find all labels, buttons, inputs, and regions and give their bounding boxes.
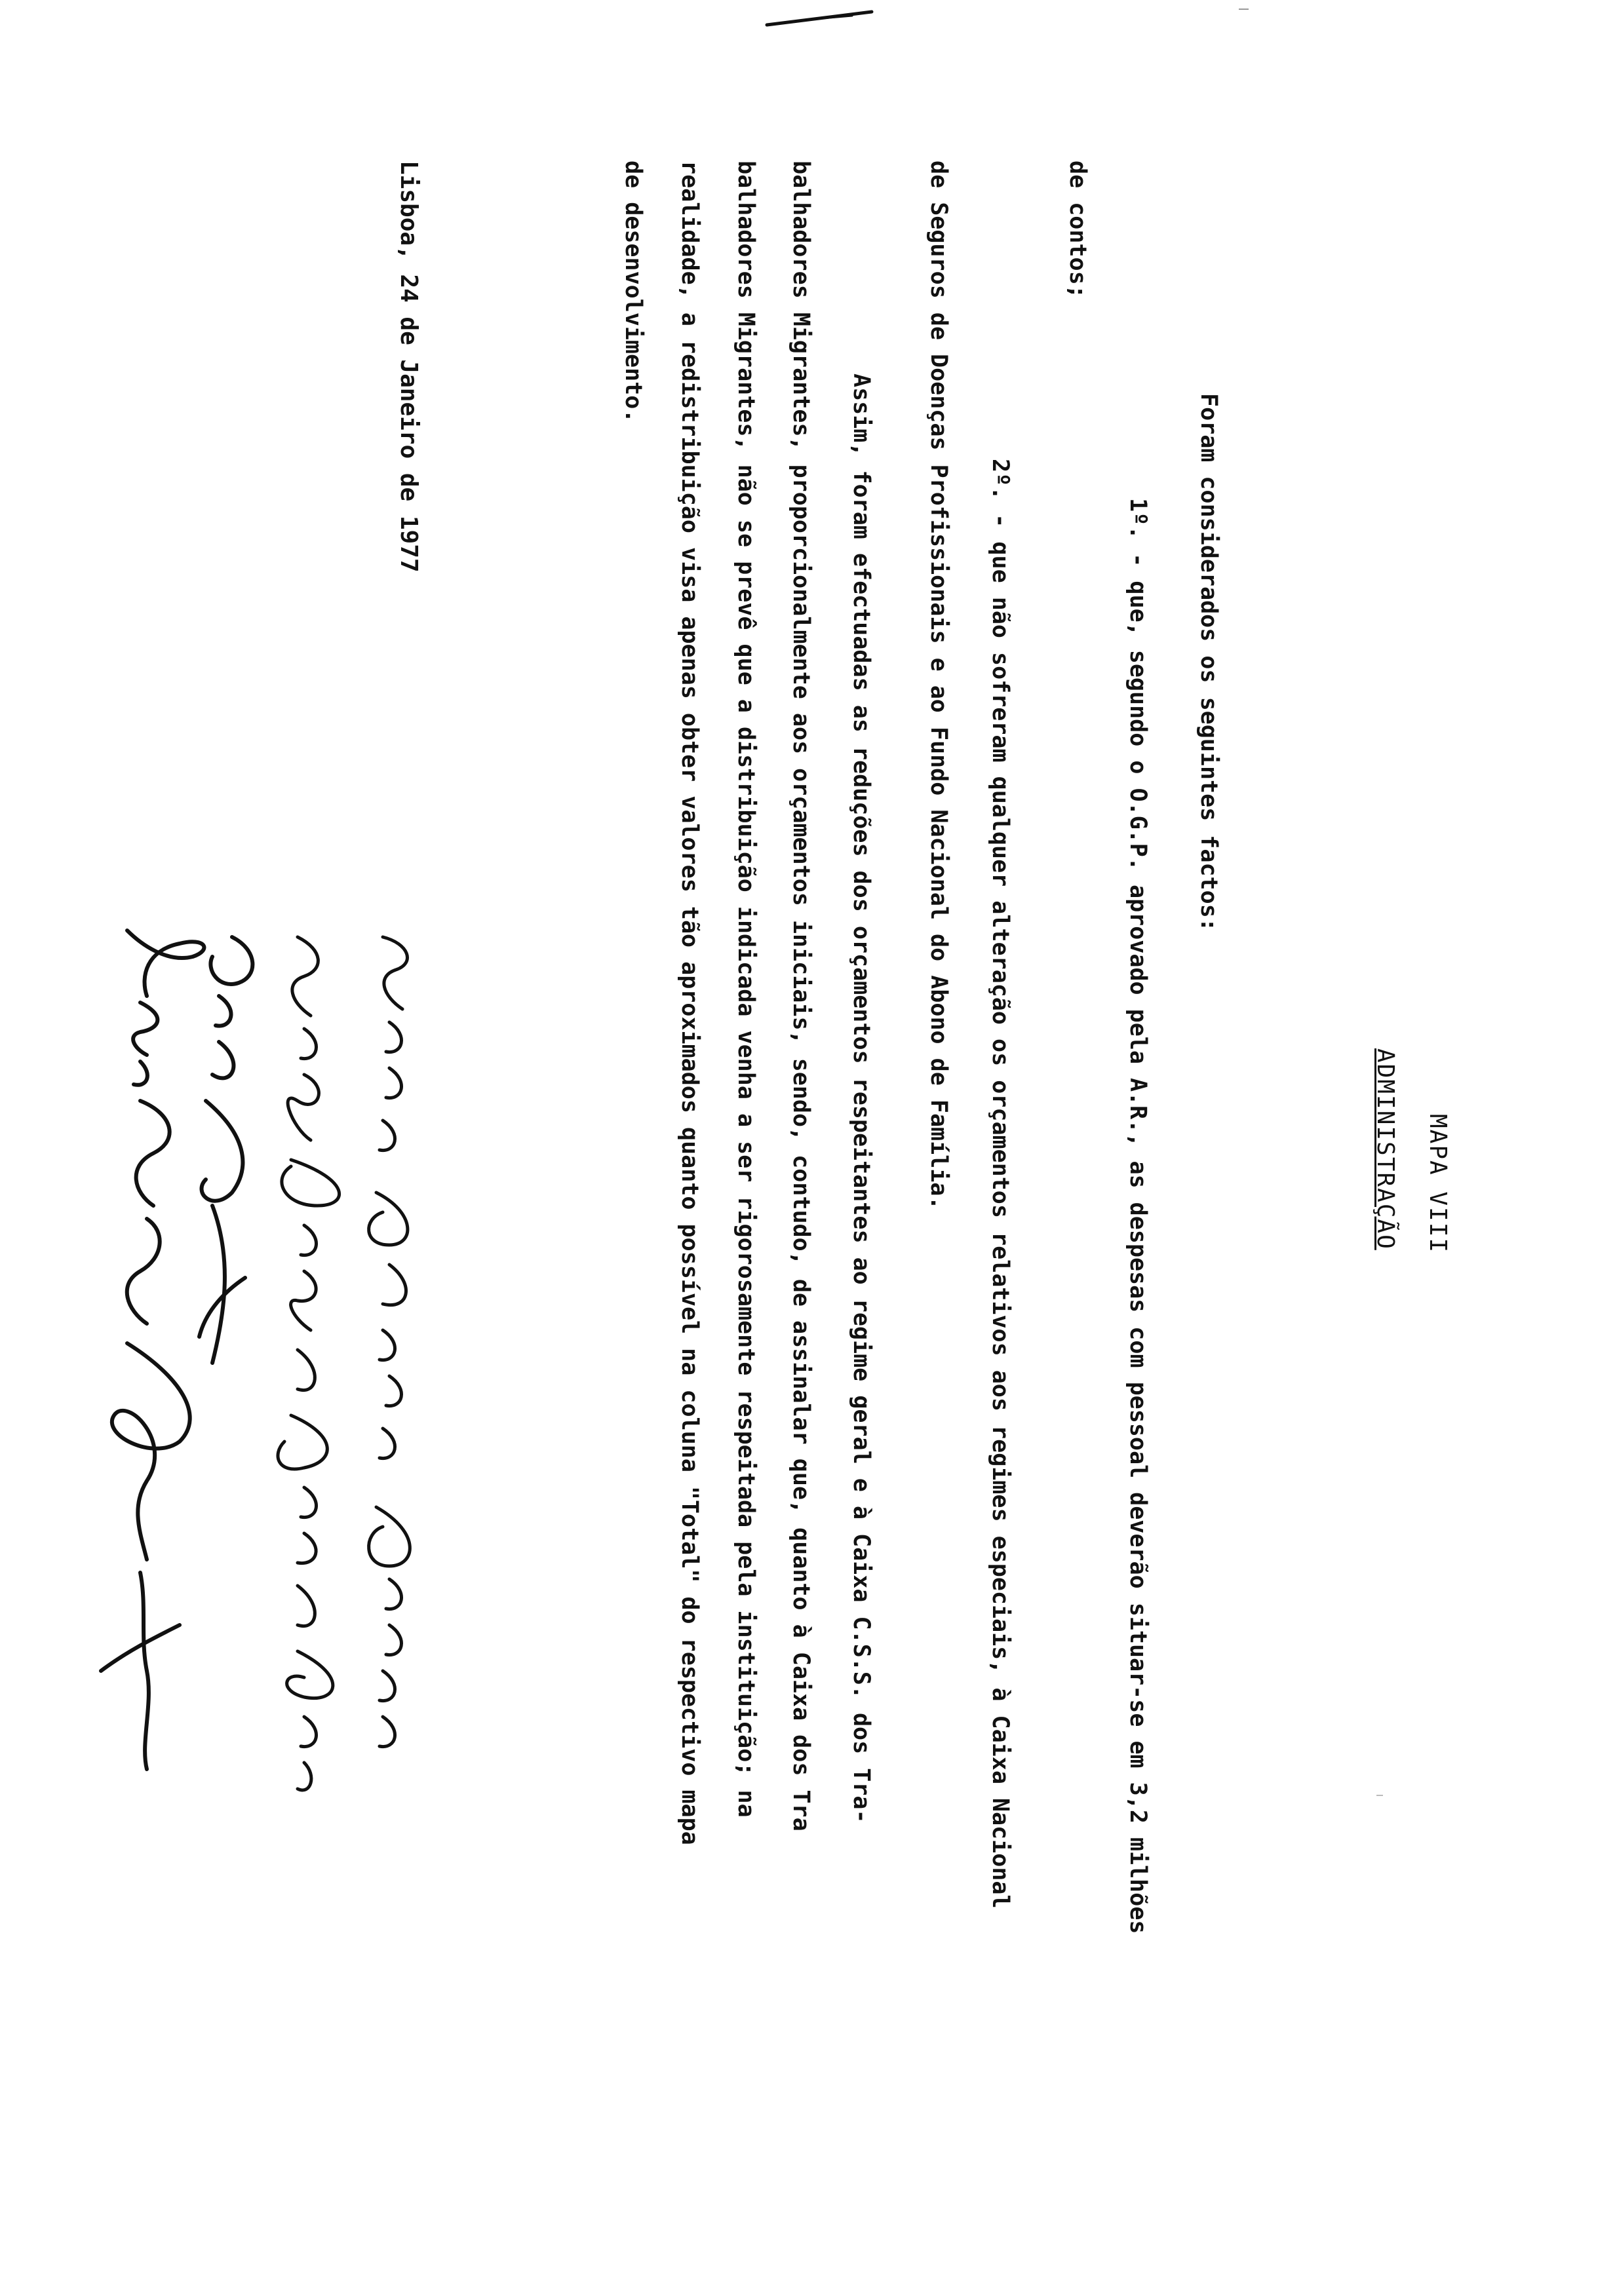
body-line: Foram considerados os seguintes factos: <box>1196 393 1222 932</box>
body-line: de desenvolvimento. <box>620 161 646 423</box>
body-line: Assim, foram efectuadas as reduções dos orçamentos respeitantes ao regime geral e à Caixa C.S.S. dos Tra- <box>848 373 874 1824</box>
place-date: Lisboa, 24 de Janeiro de 1977 <box>395 161 422 573</box>
section-title: ADMINISTRAÇÃO <box>1372 1048 1399 1250</box>
body-line: realidade, a redistribuição visa apenas obter valores tão aproximados quanto possível na coluna "Total" do respectivo mapa <box>676 161 703 1845</box>
body-line: de Seguros de Doenças Profissionais e ao Fundo Nacional do Abono de Família. <box>925 161 952 1210</box>
body-line: balhadores Migrantes, proporcionalmente aos orçamentos iniciais, sendo, contudo, de assinalar que, quanto à Caixa dos Tra <box>788 161 814 1831</box>
body-line: 2º. - que não sofreram qualquer alteração os orçamentos relativos aos regimes especiais, à Caixa Nacional <box>987 459 1013 1909</box>
map-title: MAPA VIII <box>1424 1114 1451 1254</box>
body-line: 1º. - que, segundo o O.G.P. aprovado pela A.R., as despesas com pessoal deverão situar-se em 3,2 milhões <box>1125 498 1151 1934</box>
body-line: balhadores Migrantes, não se prevê que a distribuição indicada venha a ser rigorosamente respeitada pela instituição; na <box>733 161 759 1818</box>
body-line: de contos; <box>1064 161 1091 299</box>
